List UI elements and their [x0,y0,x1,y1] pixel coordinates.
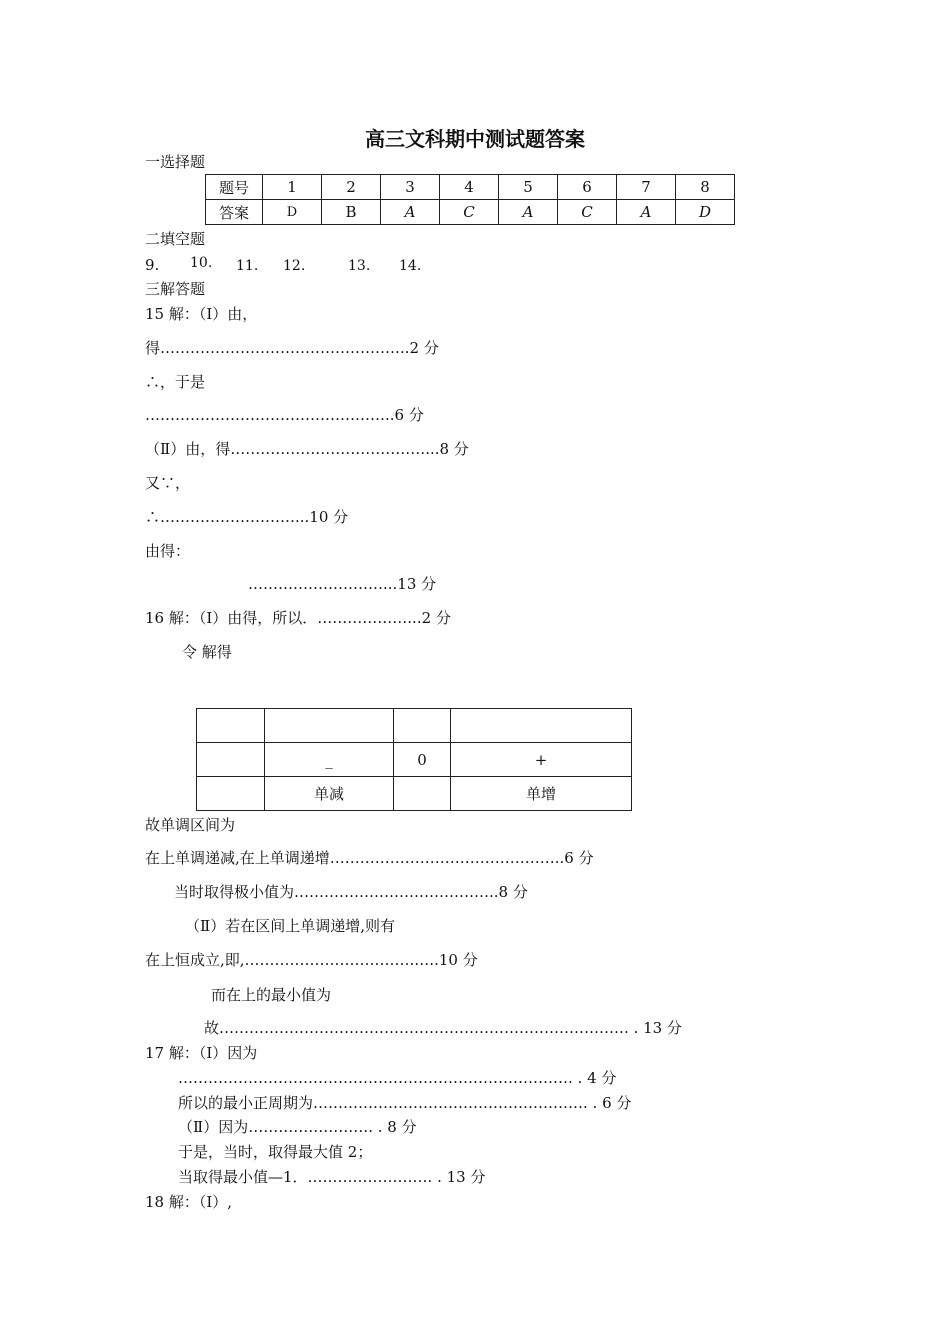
table-cell: 单减 [265,777,394,811]
blank-number-11: 11. [236,258,259,274]
answer-line: 15 解：（Ⅰ）由， [145,305,258,323]
table-row [206,200,735,225]
table-cell: 单增 [451,777,632,811]
table-cell: C [440,200,499,225]
answer-line: 于是，当时，取得最大值 2； [178,1143,373,1161]
table-row [197,777,632,811]
answer-line: 当取得最小值—1．……………………. . 13 分 [178,1168,486,1186]
table-cell: 8 [676,175,735,200]
table-cell: 1 [263,175,322,200]
table-cell [197,709,265,743]
answer-line: 18 解：（Ⅰ）, [145,1193,233,1211]
blank-number-9: 9. [145,256,160,274]
table-cell: 答案 [206,200,263,225]
answer-line: 得…………………………………………..2 分 [145,339,439,357]
answer-line: …………………………………………..6 分 [145,406,424,424]
answer-line: 16 解：（Ⅰ）由得，所以．………………...2 分 [145,609,451,627]
monotonicity-table [196,708,632,811]
section-solve-heading: 三解答题 [145,280,206,298]
answer-line: 在上恒成立,即,…………………………….…..10 分 [145,951,478,969]
answer-line: 17 解：（Ⅰ）因为 [145,1044,258,1062]
section-choice-heading: 一选择题 [145,153,206,171]
answer-line: 令 解得 [182,643,232,661]
table-row [206,175,735,200]
answer-line: 故单调区间为 [145,816,236,834]
table-row [197,709,632,743]
table-cell: 3 [381,175,440,200]
table-cell: D [263,200,322,225]
section-fill-heading: 二填空题 [145,230,206,248]
choice-answer-table [205,174,735,225]
page-title: 高三文科期中测试题答案 [365,127,585,151]
blank-number-13: 13. [348,258,371,274]
table-cell: A [499,200,558,225]
table-cell [197,743,265,777]
answer-line: 所以的最小正周期为………………………………………………. . 6 分 [178,1094,632,1112]
answer-line: ∴………………………...10 分 [145,508,349,526]
table-cell: A [381,200,440,225]
answer-line: 在上单调递减,在上单调递增………………………………………..6 分 [145,849,594,867]
table-cell: 7 [617,175,676,200]
table-cell: 4 [440,175,499,200]
table-cell: A [617,200,676,225]
answer-line: （Ⅱ）若在区间上单调递增,则有 [185,917,395,935]
answer-line: ∴，于是 [145,373,206,391]
table-cell: 题号 [206,175,263,200]
blank-number-12: 12. [283,258,306,274]
table-cell: 6 [558,175,617,200]
answer-line: （Ⅱ）由，得…………………………………...8 分 [145,440,469,458]
answer-line: 又∵， [145,474,191,492]
answer-line: 而在上的最小值为 [211,986,332,1004]
table-cell: _ [265,743,394,777]
table-cell: D [676,200,735,225]
answer-line: 当时取得极小值为…………………………………..8 分 [174,883,528,901]
table-cell [394,777,451,811]
table-cell: + [451,743,632,777]
table-cell: C [558,200,617,225]
table-cell: 5 [499,175,558,200]
table-cell [197,777,265,811]
answer-line: ……………………………………………………………………. . 4 分 [178,1069,617,1087]
answer-line: （Ⅱ）因为……………………. . 8 分 [178,1118,417,1136]
answer-line: 由得： [145,542,191,560]
table-cell [265,709,394,743]
table-cell: B [322,200,381,225]
table-cell [394,709,451,743]
table-cell: 0 [394,743,451,777]
blank-number-10: 10. [190,255,213,271]
answer-line: ………………………...13 分 [248,575,437,593]
table-cell: 2 [322,175,381,200]
table-row [197,743,632,777]
blank-number-14: 14. [399,258,422,274]
answer-line: 故………………………………………………………………………. . 13 分 [204,1019,682,1037]
table-cell [451,709,632,743]
